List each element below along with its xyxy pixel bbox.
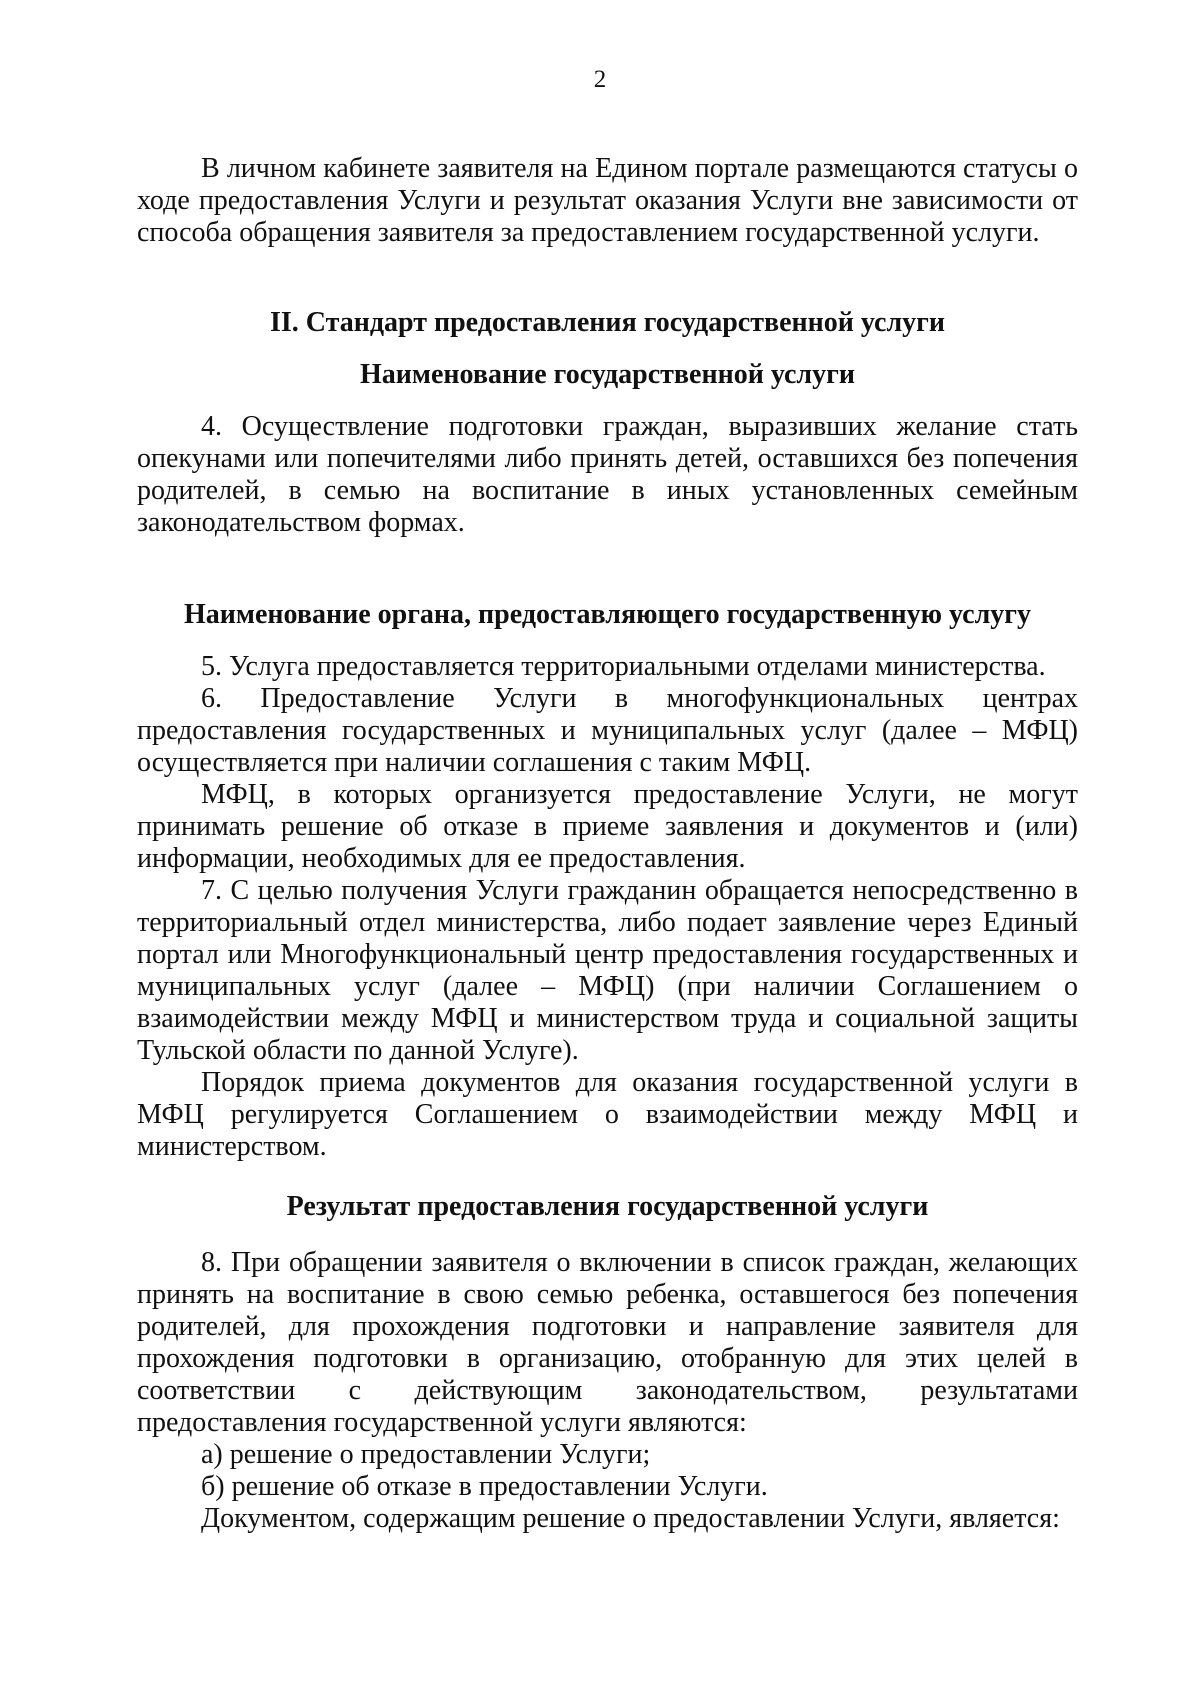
subsection-title-result: Результат предоставления государственной услуги	[286, 1191, 929, 1222]
document-body	[137, 153, 1078, 1535]
paragraph-6: 6. Предоставление Услуги в многофункциональных центрах предоставления государственных и муниципальных услуг (далее – МФЦ) осуществляется при наличии соглашения с таким МФЦ.	[137, 683, 1078, 778]
paragraph-5: 5. Услуга предоставляется территориальными отделами министерства.	[201, 651, 1046, 682]
section-title: II. Стандарт предоставления государственной услуги	[269, 307, 946, 338]
paragraph-7-continued: Порядок приема документов для оказания государственной услуги в МФЦ регулируется Соглашением о взаимодействии между МФЦ и министерством.	[137, 1067, 1078, 1162]
paragraph-8: 8. При обращении заявителя о включении в список граждан, желающих принять на воспитание в свою семью ребенка, оставшегося без попечения родителей, для прохождения подготовки и направление заявителя для прохождения подготовки в организацию, отобранную для этих целей в соответствии с действующим законодательством, результатами предоставления государственной услуги являются:	[137, 1247, 1078, 1438]
paragraph-6-continued: МФЦ, в которых организуется предоставление Услуги, не могут принимать решение об отказе в приеме заявления и документов и (или) информации, необходимых для ее предоставления.	[137, 779, 1078, 874]
paragraph-8-item-b: б) решение об отказе в предоставлении Услуги.	[201, 1471, 768, 1502]
subsection-title-authority: Наименование органа, предоставляющего государственную услугу	[183, 599, 1032, 630]
intro-paragraph: В личном кабинете заявителя на Едином портале размещаются статусы о ходе предоставления Услуги и результат оказания Услуги вне зависимости от способа обращения заявителя за предоставлением государственной услуги.	[137, 153, 1078, 248]
paragraph-8-closing: Документом, содержащим решение о предоставлении Услуги, является:	[201, 1503, 1060, 1534]
paragraph-4: 4. Осуществление подготовки граждан, выразивших желание стать опекунами или попечителями либо принять детей, оставшихся без попечения родителей, в семью на воспитание в иных установленных семейным законодательством формах.	[137, 411, 1078, 538]
paragraph-7: 7. С целью получения Услуги гражданин обращается непосредственно в территориальный отдел министерства, либо подает заявление через Единый портал или Многофункциональный центр предоставления государственных и муниципальных услуг (далее – МФЦ) (при наличии Соглашением о взаимодействии между МФЦ и министерством труда и социальной защиты Тульской области по данной Услуге).	[137, 875, 1078, 1066]
subsection-title-service-name: Наименование государственной услуги	[360, 359, 855, 390]
page-number: 2	[593, 66, 607, 93]
paragraph-8-item-a: а) решение о предоставлении Услуги;	[201, 1439, 651, 1470]
